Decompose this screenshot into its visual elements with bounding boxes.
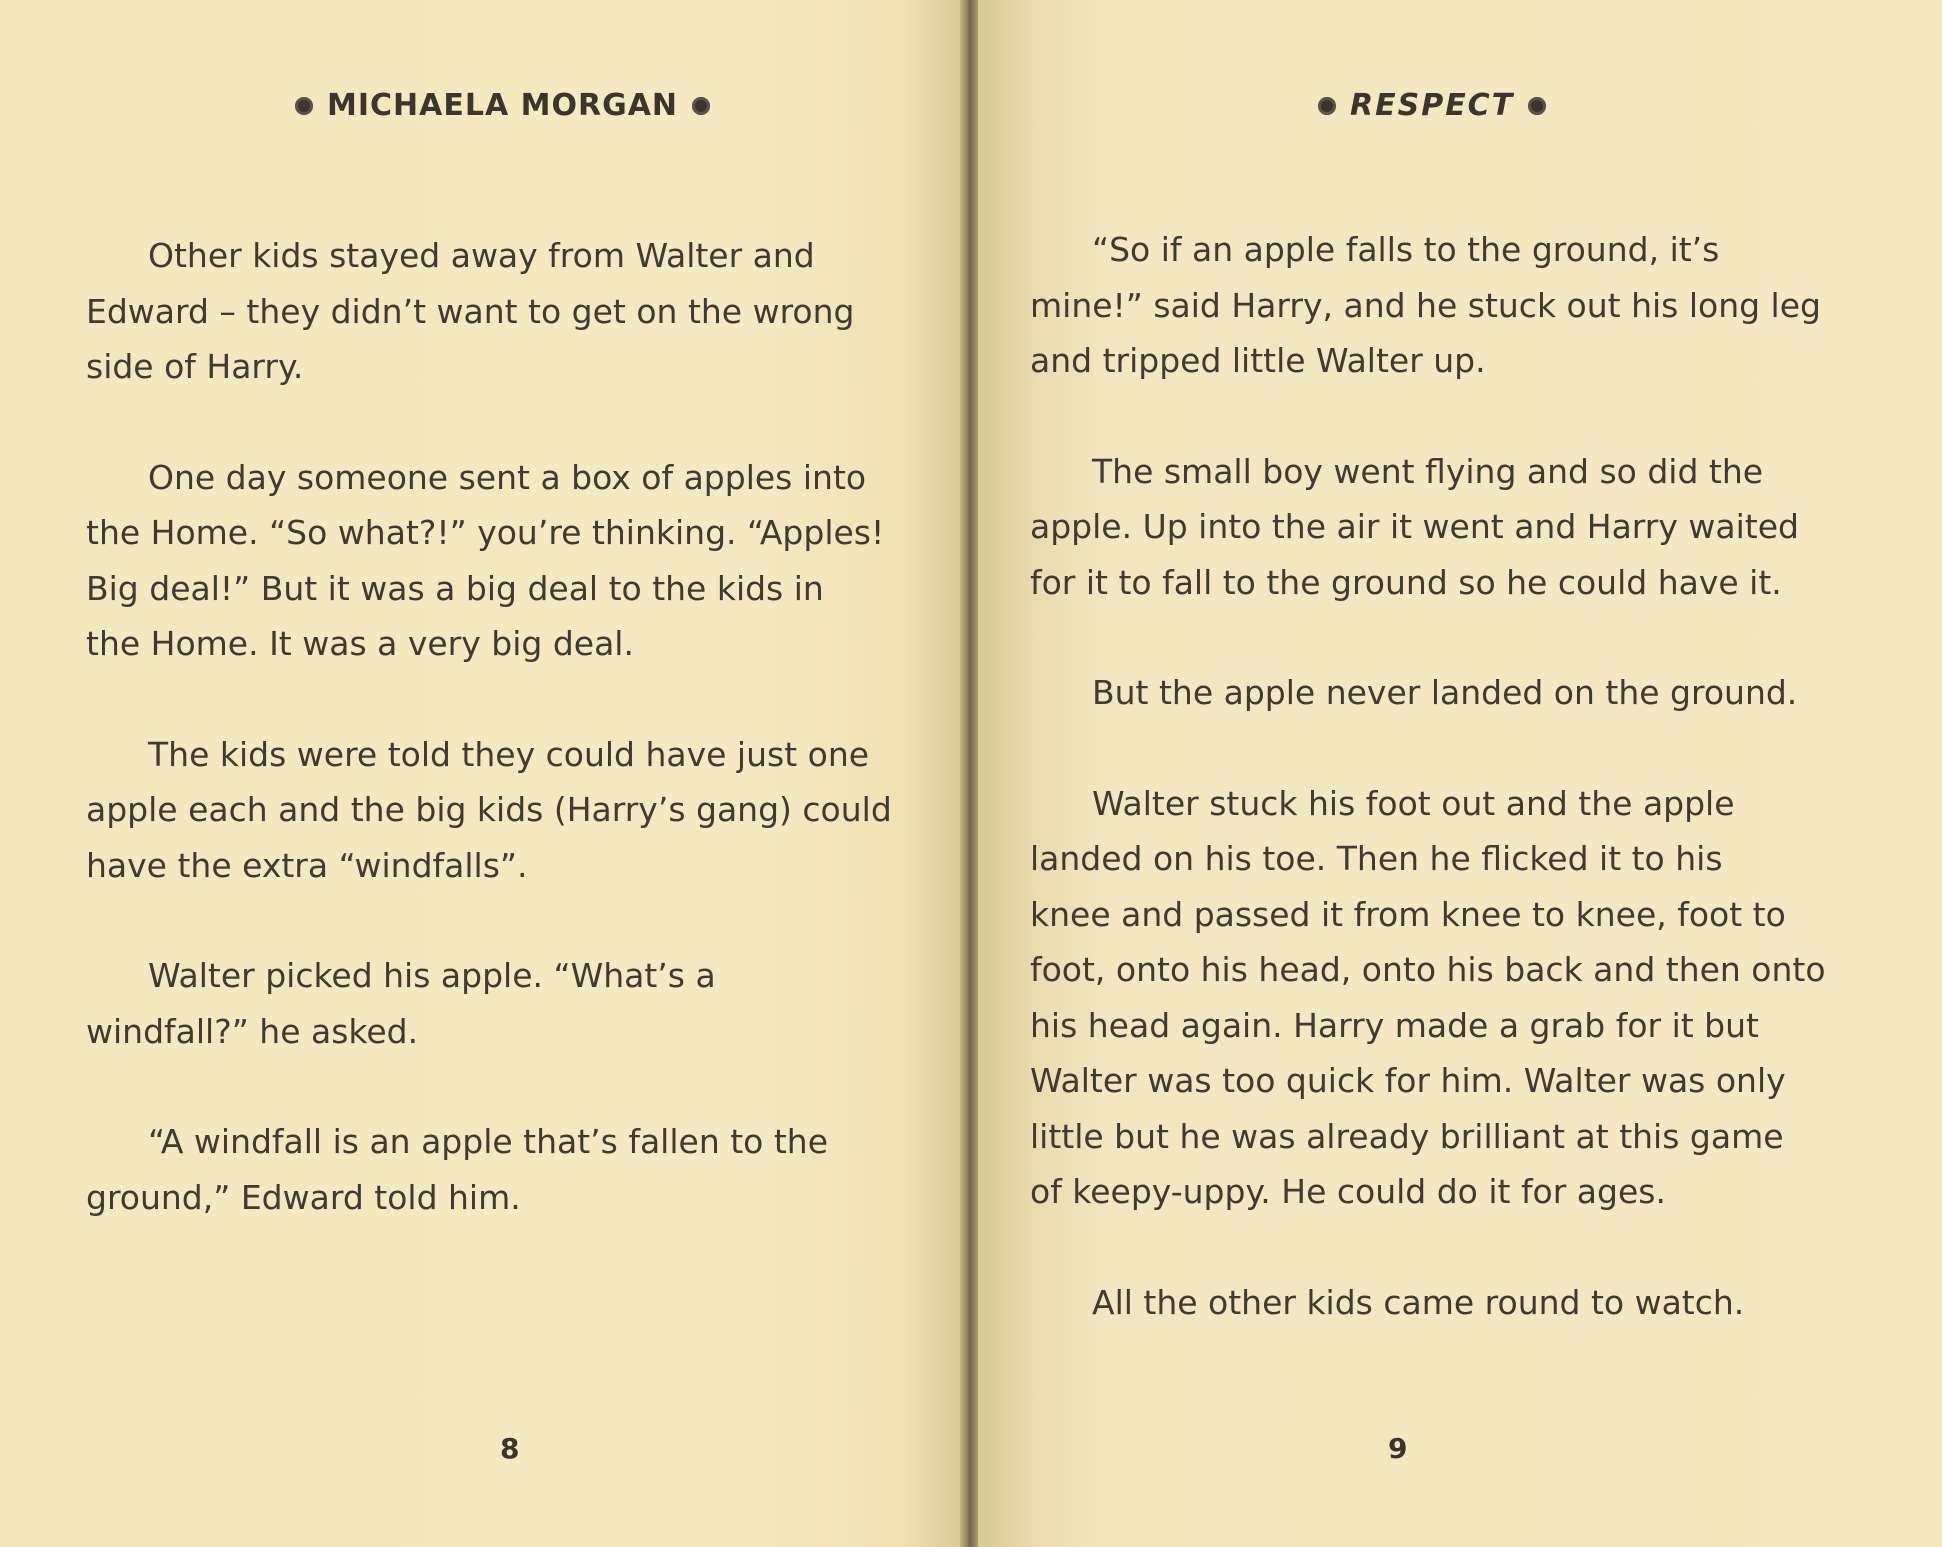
page-number-right: 9 xyxy=(1388,1432,1408,1465)
paragraph-text: The small boy went flying and so did the apple. Up into the air it went and Harry waited for it to fall to the ground so he could have it. xyxy=(1030,451,1799,602)
paragraph xyxy=(86,228,926,395)
running-head-right xyxy=(978,88,1942,123)
paragraph-text: Walter stuck his foot out and the apple landed on his toe. Then he flicked it to his knee and passed it from knee to knee, foot to foot, onto his head, onto his back and then onto his head again. Harry made a grab for it but Walter was too quick for him. Walter was only little but he was already brilliant at this game of keepy-uppy. He could do it for ages. xyxy=(1030,783,1826,1211)
bullet-icon xyxy=(1528,97,1546,115)
paragraph-text: The kids were told they could have just one apple each and the big kids (Harry’s gang) could have the extra “windfalls”. xyxy=(86,734,892,885)
paragraph-text: “A windfall is an apple that’s fallen to the ground,” Edward told him. xyxy=(86,1122,828,1217)
bullet-icon xyxy=(692,97,710,115)
paragraph-text: “So if an apple falls to the ground, it’s mine!” said Harry, and he stuck out his long leg and tripped little Walter up. xyxy=(1030,230,1821,380)
paragraph xyxy=(1030,665,1910,721)
bullet-icon xyxy=(1318,97,1336,115)
paragraph xyxy=(1030,1275,1910,1331)
book-gutter xyxy=(960,0,978,1547)
left-page-body xyxy=(86,228,926,1280)
author-name: MICHAELA MORGAN xyxy=(327,88,679,123)
bullet-icon xyxy=(295,97,313,115)
paragraph xyxy=(1030,222,1910,389)
book-title: RESPECT xyxy=(1350,88,1515,123)
left-page xyxy=(0,0,960,1547)
paragraph xyxy=(1030,776,1910,1220)
paragraph xyxy=(86,727,926,894)
paragraph-text: But the apple never landed on the ground. xyxy=(1092,673,1798,712)
paragraph-text: All the other kids came round to watch. xyxy=(1092,1282,1745,1322)
paragraph xyxy=(86,948,926,1059)
paragraph-text: One day someone sent a box of apples into the Home. “So what?!” you’re thinking. “Apples! Big deal!” But it was a big deal to the kids in the Home. It was a very big deal. xyxy=(86,457,885,663)
paragraph xyxy=(1030,444,1910,611)
right-page xyxy=(978,0,1942,1547)
paragraph-text: Other kids stayed away from Walter and Edward – they didn’t want to get on the wrong side of Harry. xyxy=(86,236,855,386)
paragraph-text: Walter picked his apple. “What’s a windfall?” he asked. xyxy=(86,956,716,1051)
right-page-body xyxy=(1030,222,1910,1385)
paragraph xyxy=(86,450,926,672)
paragraph xyxy=(86,1114,926,1225)
page-number-left: 8 xyxy=(500,1432,520,1465)
running-head-left xyxy=(40,88,960,123)
